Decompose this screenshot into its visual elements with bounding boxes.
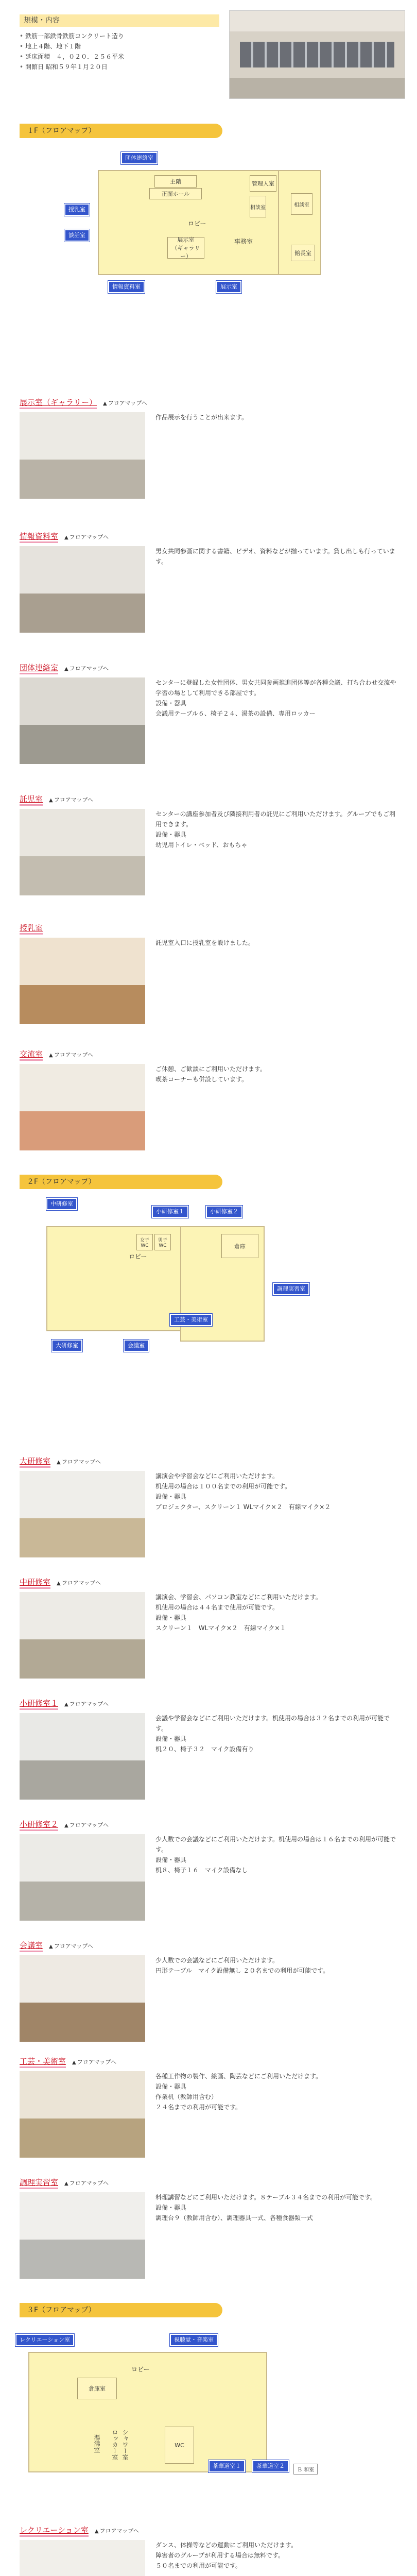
- room-name: 小研修室１: [20, 1699, 58, 1710]
- building-photo: [229, 10, 405, 99]
- floor-map-link[interactable]: ▲ フロアマップへ: [64, 1822, 109, 1828]
- map-room: 主階: [154, 175, 197, 188]
- room-description: [155, 938, 397, 948]
- intro-item: • 地上４階、地下１階: [20, 41, 215, 52]
- map-link-junyu[interactable]: 授乳室: [64, 204, 90, 216]
- room-photo: [20, 1955, 145, 2042]
- map-room: 女子WC: [136, 1234, 153, 1250]
- room-desc-line: 設備・器具: [155, 1856, 187, 1863]
- room-desc-line: 料理講習などにご利用いただけます。８テーブル３４名までの利用が可能です。: [155, 2194, 377, 2201]
- room-title: [20, 397, 147, 408]
- room-desc-line: 各種工作物の製作、絵画、陶芸などにご利用いただけます。: [155, 2073, 322, 2080]
- room-name: 工芸・美術室: [20, 2057, 66, 2068]
- floor-map-link[interactable]: ▲ フロアマップへ: [49, 796, 93, 803]
- room-title: [20, 2056, 116, 2067]
- room-title: [20, 531, 109, 542]
- floor-map-link[interactable]: ▲ フロアマップへ: [64, 1701, 109, 1707]
- floor-3-map: [15, 2329, 335, 2494]
- map-link-recreation[interactable]: レクリエーション室: [15, 2334, 74, 2346]
- room-name: 小研修室２: [20, 1820, 58, 1831]
- map-room: 館長室: [291, 245, 315, 261]
- room-photo: [20, 1471, 145, 1557]
- intro-item: • 開館日 昭和５９年１月２０日: [20, 62, 215, 72]
- room-desc-line: 設備・器具: [155, 2083, 187, 2090]
- room-description: [155, 809, 397, 850]
- room-desc-line: 講演会、学習会、パソコン教室などにご利用いただけます。: [155, 1594, 322, 1601]
- floor-map-link[interactable]: ▲ フロアマップへ: [64, 2180, 109, 2187]
- room-photo: [20, 1713, 145, 1800]
- room-desc-line: 会議用テーブル６、椅子２４、湯茶の設備、専用ロッカー: [155, 710, 316, 717]
- room-description: [155, 1713, 397, 1754]
- legend-label: 和室: [304, 2467, 315, 2473]
- map-room: 男子WC: [154, 1234, 171, 1250]
- intro-title: 規模・内容: [20, 14, 219, 27]
- room-desc-line: 喫茶コーナーも併設しています。: [155, 1076, 248, 1083]
- room-title: [20, 1819, 109, 1830]
- room-description: [155, 412, 397, 422]
- room-desc-line: 設備・器具: [155, 2204, 187, 2211]
- room-description: [155, 546, 397, 567]
- room-name: 託児室: [20, 794, 43, 806]
- room-title: [20, 1940, 93, 1951]
- room-description: [155, 677, 397, 719]
- room-desc-line: センターに登録した女性団体、男女共同参画推進団体等が各種会議、打ち合わせ交流や学習の場として利用できる部屋です。: [155, 679, 396, 697]
- room-photo: [20, 677, 145, 764]
- room-desc-line: スクリーン１ WLマイク×２ 有線マイク×１: [155, 1624, 286, 1632]
- room-description: [155, 1834, 397, 1875]
- floor-map-link[interactable]: ▲ フロアマップへ: [64, 534, 109, 540]
- room-name: 交流室: [20, 1049, 43, 1061]
- room-title: [20, 793, 93, 805]
- room-desc-line: 調理台９（教師用含む）、調理器具一式、各種食器類一式: [155, 2214, 314, 2222]
- map-room: 相談室: [291, 193, 312, 215]
- map-link-sakado-2[interactable]: 茶華道室２: [252, 2460, 289, 2472]
- room-title: [20, 1698, 109, 1709]
- room-description: [155, 2540, 397, 2571]
- room-photo: [20, 2071, 145, 2158]
- map-room: ロビー: [131, 2366, 150, 2373]
- floor-1-map: [62, 147, 350, 307]
- map-link-tenji[interactable]: 展示室: [216, 281, 241, 293]
- room-desc-line: ５０名までの利用が可能です。: [155, 2562, 242, 2569]
- building-plaza: [230, 78, 405, 98]
- map-room: ロッカー室: [111, 2429, 118, 2460]
- room-photo: [20, 1592, 145, 1679]
- room-photo: [20, 938, 145, 1024]
- room-desc-line: プロジェクター、スクリーン１ WLマイク×２ 有線マイク×２: [155, 1503, 331, 1511]
- room-desc-line: センターの講座参加者及び隣接利用者の託児にご利用いただけます。グループでもご利用できます。: [155, 810, 395, 828]
- room-desc-line: 講演会や学習会などにご利用いただけます。: [155, 1472, 279, 1480]
- map-room: 展示室 （ギャラリー）: [167, 237, 204, 259]
- map-link-dantai[interactable]: 団体連絡室: [121, 152, 158, 164]
- room-title: [20, 662, 109, 673]
- room-desc-line: 少人数での会議などにご利用いただけます。机使用の場合は１６名までの利用が可能です。: [155, 1836, 396, 1853]
- room-desc-line: 作品展示を行うことが出来ます。: [155, 414, 248, 421]
- room-name: 団体連絡室: [20, 663, 58, 674]
- map-link-sho-kenshu-1[interactable]: 小研修室１: [152, 1206, 188, 1218]
- map-legend: [293, 2464, 318, 2475]
- map-link-sakado-1[interactable]: 茶華道室１: [208, 2460, 245, 2472]
- intro-list: [20, 31, 215, 72]
- map-link-dai-kenshu[interactable]: 大研修室: [51, 1340, 82, 1352]
- floor-2-title: ２F（フロアマップ）: [20, 1175, 222, 1189]
- room-desc-line: 作業机（教師用含む）: [155, 2093, 218, 2100]
- floor-map-link[interactable]: ▲ フロアマップへ: [95, 2528, 139, 2534]
- room-photo: [20, 1834, 145, 1921]
- intro-item: • 鉄筋一部鉄骨鉄筋コンクリート造り: [20, 31, 215, 41]
- room-desc-line: 会議や学習会などにご利用いただけます。机使用の場合は３２名までの利用が可能です。: [155, 1715, 390, 1732]
- room-name: 授乳室: [20, 923, 43, 935]
- map-room: 倉庫室: [77, 2378, 117, 2399]
- room-photo: [20, 412, 145, 499]
- map-room: シャワー室: [121, 2429, 129, 2460]
- map-room: 相談室: [250, 196, 266, 217]
- room-desc-line: 設備・器具: [155, 1735, 187, 1742]
- room-description: [155, 1064, 397, 1084]
- building-windows: [240, 42, 394, 67]
- room-desc-line: ダンス、体操等などの運動にご利用いただけます。: [155, 2541, 298, 2549]
- room-desc-line: 託児室入口に授乳室を設けました。: [155, 939, 255, 946]
- room-photo: [20, 546, 145, 633]
- map-room: 湯沸室: [93, 2434, 100, 2453]
- room-title: [20, 2524, 139, 2536]
- room-name: 会議室: [20, 1941, 43, 1952]
- room-name: 調理実習室: [20, 2178, 58, 2189]
- map-link-kaigi[interactable]: 会議室: [124, 1340, 149, 1352]
- room-title: [20, 1048, 93, 1060]
- room-photo: [20, 2192, 145, 2279]
- room-desc-line: 設備・器具: [155, 831, 187, 838]
- room-name: 大研修室: [20, 1456, 50, 1468]
- map-room: 管理人室: [250, 175, 276, 192]
- room-name: 情報資料室: [20, 532, 58, 543]
- floor-map-link[interactable]: ▲ フロアマップへ: [64, 665, 109, 672]
- room-photo: [20, 809, 145, 895]
- room-name: レクリエーション室: [20, 2526, 89, 2537]
- floor-map-link[interactable]: ▲ フロアマップへ: [57, 1580, 101, 1586]
- floor-map-link[interactable]: ▲ フロアマップへ: [49, 1052, 93, 1058]
- room-desc-line: ２４名までの利用が可能です。: [155, 2104, 242, 2111]
- room-name: 中研修室: [20, 1578, 50, 1589]
- floor-map-link[interactable]: ▲ フロアマップへ: [57, 1459, 101, 1465]
- room-desc-line: 設備・器具: [155, 1493, 187, 1500]
- map-link-joho[interactable]: 情報資料室: [108, 281, 145, 293]
- room-title: [20, 922, 43, 934]
- map-link-chu-kenshu[interactable]: 中研修室: [46, 1198, 77, 1210]
- map-link-kogei[interactable]: 工芸・美術室: [170, 1314, 212, 1326]
- room-desc-line: 障害者のグループが利用する場合は無料です。: [155, 2552, 285, 2559]
- map-room: ロビー: [188, 220, 206, 227]
- room-desc-line: 設備・器具: [155, 1614, 187, 1621]
- map-link-chori[interactable]: 調理実習室: [273, 1283, 309, 1295]
- room-desc-line: 男女共同参画に関する書籍、ビデオ、資料などが揃っています。貸し出しも行っています。: [155, 548, 395, 565]
- map-room: WC: [165, 2427, 194, 2464]
- room-desc-line: 少人数での会議などにご利用いただけます。: [155, 1957, 279, 1964]
- room-description: [155, 1592, 397, 1633]
- floor-map-link[interactable]: ▲ フロアマップへ: [103, 400, 147, 406]
- floor-1-title: １F（フロアマップ）: [20, 124, 222, 138]
- room-desc-line: 円形テーブル マイク設備無し ２０名までの利用が可能です。: [155, 1967, 329, 1974]
- legend-symbol: Ｂ: [297, 2467, 302, 2473]
- room-photo: [20, 2540, 145, 2576]
- floor-map-link[interactable]: ▲ フロアマップへ: [72, 2059, 116, 2065]
- floor-map-link[interactable]: ▲ フロアマップへ: [49, 1943, 93, 1950]
- room-title: [20, 2177, 109, 2188]
- room-desc-line: 机２０、椅子３２ マイク設備有り: [155, 1745, 254, 1753]
- intro-item: • 延床面積 ４，０２０．２５６平米: [20, 52, 215, 62]
- room-desc-line: 机８、椅子１６ マイク設備なし: [155, 1867, 248, 1874]
- room-desc-line: ご休憩、ご歓談にご利用いただけます。: [155, 1065, 267, 1073]
- room-title: [20, 1577, 101, 1588]
- room-desc-line: 机使用の場合は４４名まで使用が可能です。: [155, 1604, 279, 1611]
- room-desc-line: 設備・器具: [155, 700, 187, 707]
- map-room: 事務室: [234, 238, 253, 245]
- room-description: [155, 2071, 397, 2112]
- map-room: ロビー: [129, 1253, 147, 1260]
- map-room: 正面ホール: [149, 188, 202, 199]
- map-link-sho-kenshu-2[interactable]: 小研修室２: [206, 1206, 242, 1218]
- map-link-danwa[interactable]: 談話室: [64, 229, 90, 242]
- room-description: [155, 2192, 397, 2223]
- room-description: [155, 1955, 397, 1976]
- room-name: 展示室（ギャラリー）: [20, 398, 97, 409]
- room-photo: [20, 1064, 145, 1150]
- map-link-shichokaku[interactable]: 視聴覚・音楽室: [170, 2334, 218, 2346]
- room-title: [20, 1455, 101, 1467]
- map-room: 倉庫: [221, 1234, 258, 1258]
- floor-2-map: [31, 1195, 340, 1365]
- floor-3-title: ３F（フロアマップ）: [20, 2303, 222, 2317]
- room-description: [155, 1471, 397, 1512]
- room-desc-line: 机使用の場合は１００名までの利用が可能です。: [155, 1483, 291, 1490]
- room-desc-line: 幼児用トイレ・ベッド、おもちゃ: [155, 841, 248, 849]
